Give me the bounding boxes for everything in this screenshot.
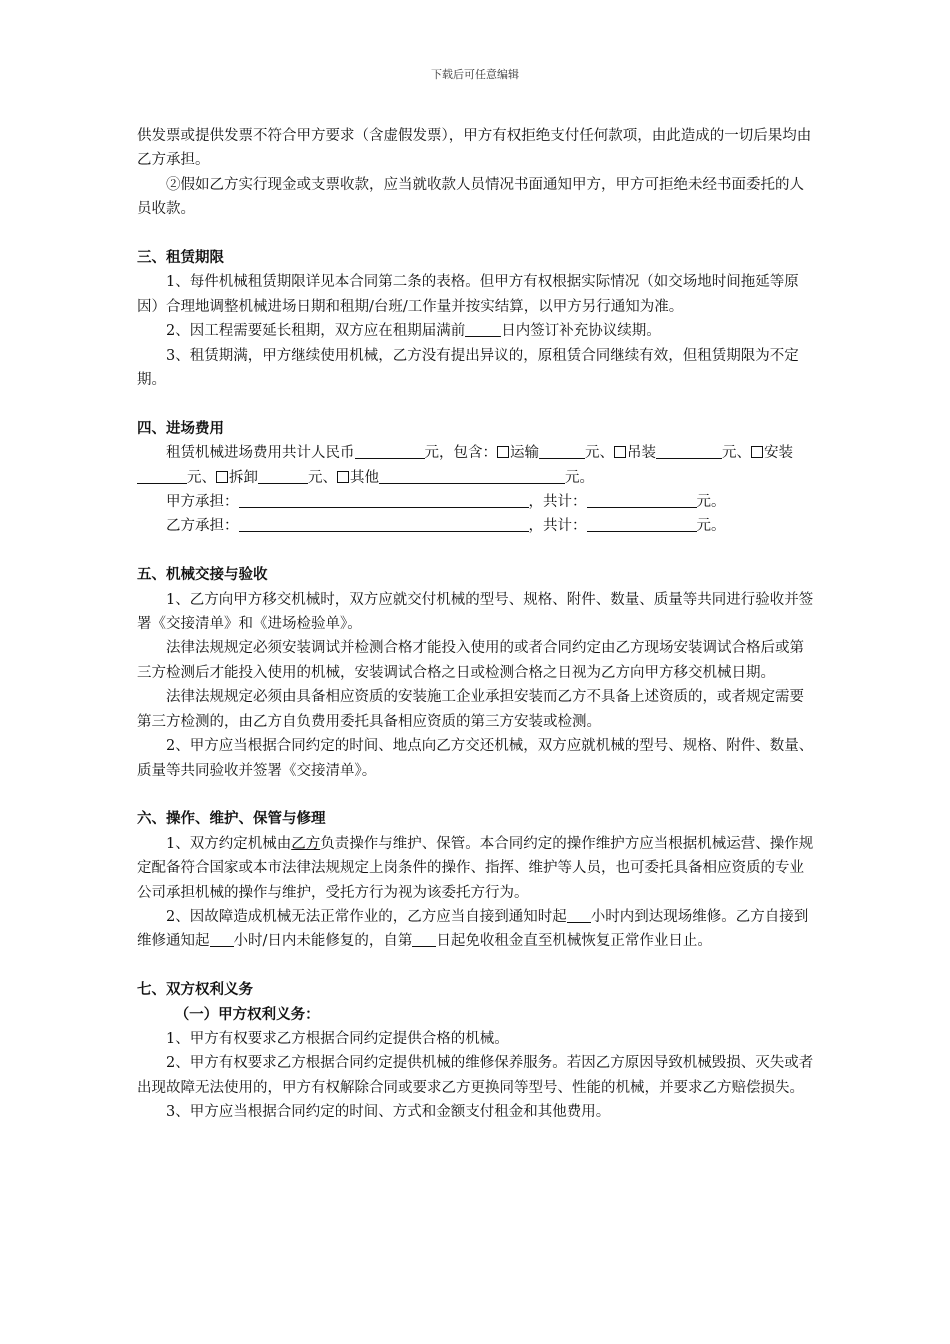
- blank-field[interactable]: [465, 322, 501, 338]
- party-b-blank[interactable]: [239, 517, 529, 533]
- total-fee-blank[interactable]: [355, 444, 425, 460]
- section-6-title: 六、操作、维护、保管与修理: [137, 811, 326, 828]
- intro-paragraph-1: 供发票或提供发票不符合甲方要求（含虚假发票），甲方有权拒绝支付任何款项，由此造成的一切后果均由乙方承担。: [137, 128, 812, 169]
- checkbox-dismantle[interactable]: [216, 471, 228, 483]
- checkbox-lifting[interactable]: [614, 446, 626, 458]
- party-a-total-blank[interactable]: [587, 493, 697, 509]
- transport-fee-blank[interactable]: [539, 444, 585, 460]
- section-5-paragraph-4: 2、甲方应当根据合同约定的时间、地点向乙方交还机械，双方应就机械的型号、规格、附件、数量、质量等共同验收并签署《交接清单》。: [137, 738, 814, 779]
- section-7-paragraph-2: 2、甲方有权要求乙方根据合同约定提供机械的维修保养服务。若因乙方原因导致机械毁损、灭失或者出现故障无法使用的，甲方有权解除合同或要求乙方更换同等型号、性能的机械，并要求乙方赔偿损失。: [137, 1055, 814, 1096]
- document-body: [137, 124, 817, 1125]
- section-5-title: 五、机械交接与验收: [137, 567, 268, 584]
- section-7-title: 七、双方权利义务: [137, 982, 253, 999]
- section-4-title: 四、进场费用: [137, 420, 224, 437]
- page-header: 下载后可任意编辑: [431, 68, 519, 81]
- section-5-paragraph-2: 法律法规规定必须安装调试并检测合格才能投入使用的或者合同约定由乙方现场安装调试合格后或第三方检测后才能投入使用的机械，安装调试合格之日或检测合格之日视为乙方向甲方移交机械日期。: [137, 640, 804, 681]
- checkbox-transport[interactable]: [497, 446, 509, 458]
- other-fee-blank[interactable]: [379, 468, 565, 484]
- section-5-paragraph-1: 1、乙方向甲方移交机械时，双方应就交付机械的型号、规格、附件、数量、质量等共同进行验收并签署《交接清单》和《进场检验单》。: [137, 591, 814, 633]
- section-5-paragraph-3: 法律法规规定必须由具备相应资质的安装施工企业承担安装而乙方不具备上述资质的，或者规定需要第三方检测的，由乙方自负费用委托具备相应资质的第三方安装或检测。: [137, 689, 804, 730]
- party-b-burden: 乙方承担： ，共计： 元。: [166, 518, 726, 535]
- party-a-burden: 甲方承担： ，共计： 元。: [166, 494, 726, 511]
- section-7-paragraph-3: 3、甲方应当根据合同约定的时间、方式和金额支付租金和其他费用。: [166, 1104, 611, 1121]
- install-fee-blank[interactable]: [137, 468, 187, 484]
- section-3-paragraph-2: 2、因工程需要延长租期，双方应在租期届满前 日内签订补充协议续期。: [166, 323, 661, 340]
- checkbox-other[interactable]: [337, 471, 349, 483]
- party-a-blank[interactable]: [239, 493, 529, 509]
- section-6-paragraph-2: 2、因故障造成机械无法正常作业的，乙方应当自接到通知时起 小时内到达现场维修。乙方自接到维修通知起 小时/日内未能修复的，自第 日起免收租金直至机械恢复正常作业日止。: [137, 908, 809, 950]
- lifting-fee-blank[interactable]: [656, 444, 722, 460]
- repair-hours-blank[interactable]: [210, 932, 234, 948]
- section-3-title: 三、租赁期限: [137, 250, 224, 267]
- dismantle-fee-blank[interactable]: [258, 468, 308, 484]
- section-3-paragraph-3: 3、租赁期满，甲方继续使用机械，乙方没有提出异议的，原租赁合同继续有效，但租赁期限为不定期。: [137, 347, 799, 389]
- section-7-paragraph-1: 1、甲方有权要求乙方根据合同约定提供合格的机械。: [166, 1030, 509, 1047]
- section-3-paragraph-1: 1、每件机械租赁期限详见本合同第二条的表格。但甲方有权根据实际情况（如交场地时间拖延等原因）合理地调整机械进场日期和租期/台班/工作量并按实结算，以甲方另行通知为准。: [137, 274, 799, 315]
- section-6-paragraph-1: 1、双方约定机械由乙方负责操作与维护、保管。本合同约定的操作维护方应当根据机械运营、操作规定配备符合国家或本市法律法规规定上岗条件的操作、指挥、维护等人员，也可委托具备相应资质的专业公司承担机械的操作与维护，受托方行为视为该委托方行为。: [137, 835, 814, 901]
- section-4-paragraph: 租赁机械进场费用共计人民币 元，包含： 运输 元、 吊装 元、 安装元、 拆卸 元、 其他 元。: [137, 441, 817, 490]
- section-7-subtitle: （一）甲方权利义务：: [174, 1006, 320, 1023]
- intro-paragraph-2: ②假如乙方实行现金或支票收款，应当就收款人员情况书面通知甲方，甲方可拒绝未经书面委托的人员收款。: [137, 176, 804, 218]
- operator-fill[interactable]: 乙方: [291, 835, 321, 852]
- party-b-total-blank[interactable]: [587, 517, 697, 533]
- checkbox-install[interactable]: [751, 446, 763, 458]
- free-rent-day-blank[interactable]: [412, 932, 436, 948]
- arrival-hours-blank[interactable]: [567, 907, 591, 923]
